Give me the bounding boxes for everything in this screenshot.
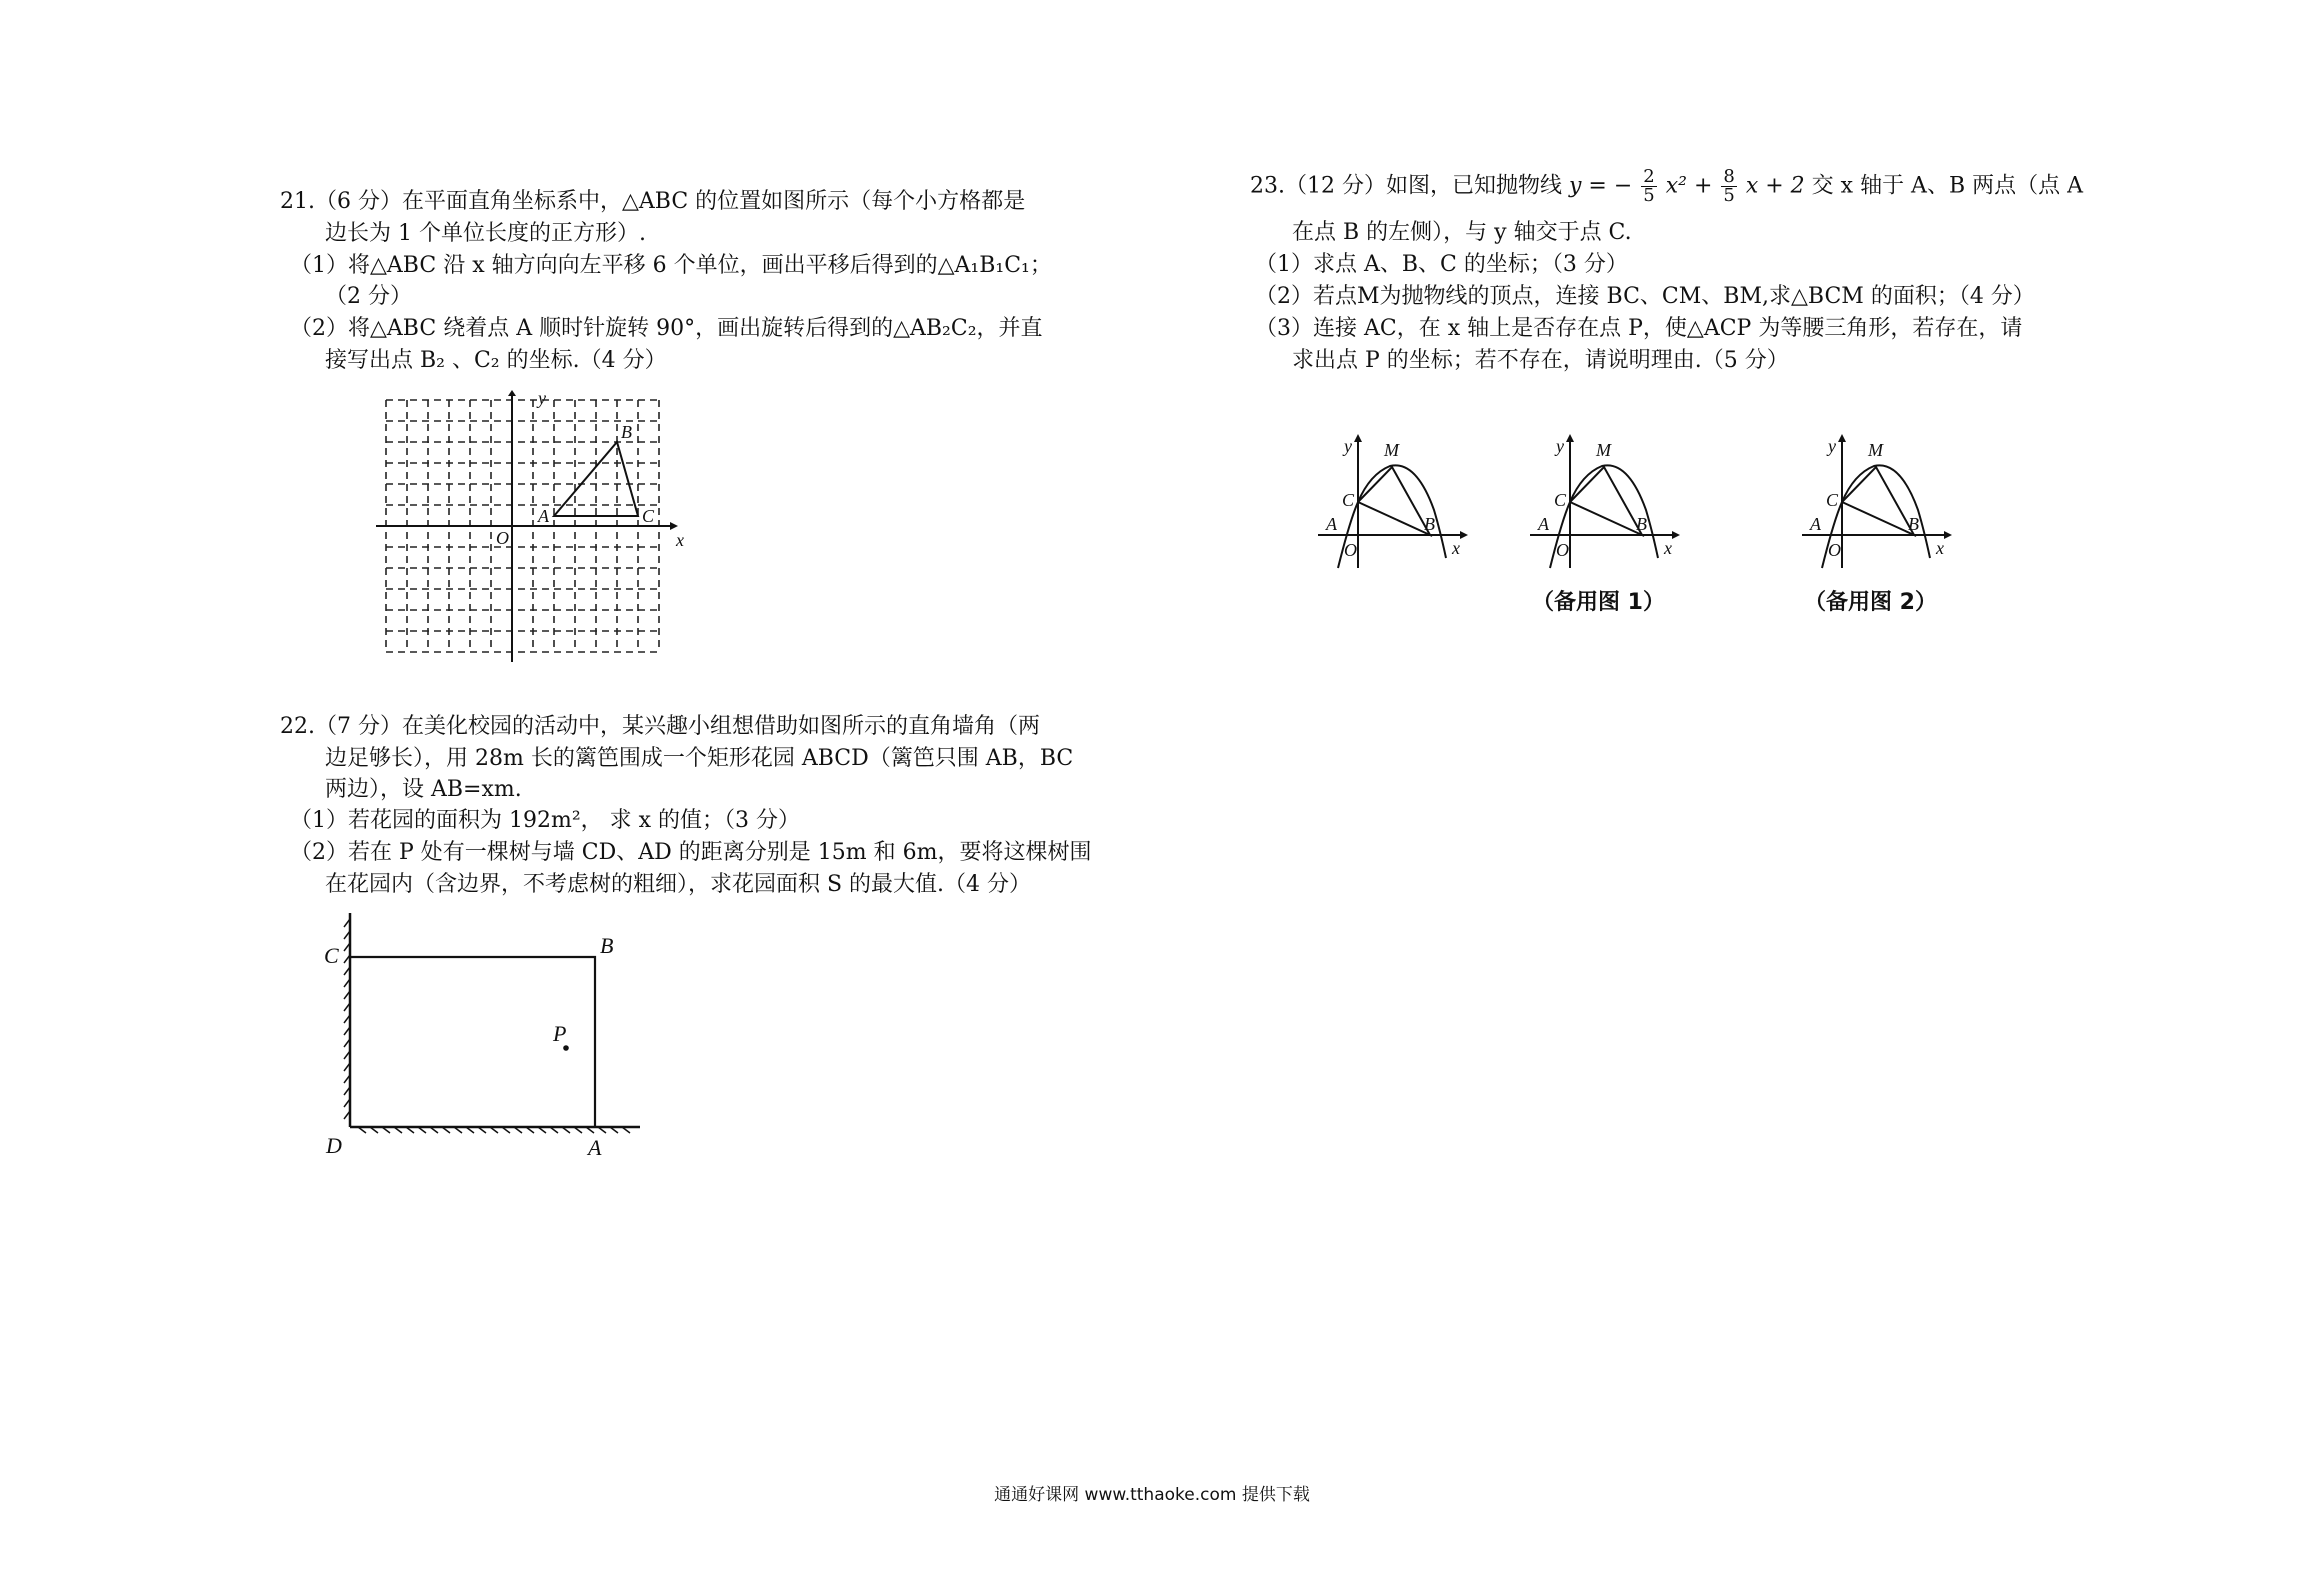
q23-eq-mid: x² + (1665, 173, 1713, 199)
label-p: P (553, 1021, 567, 1046)
y-axis-label: y (538, 390, 546, 408)
q22-stem-line2: 边足够长），用 28m 长的篱笆围成一个矩形花园 ABCD（篱笆只围 AB，BC (325, 746, 1074, 771)
q23-frac1 (1641, 168, 1656, 205)
fig3-x-label: x (1936, 538, 1944, 558)
fig1-a-label: A (1326, 514, 1337, 534)
fig1-x-label: x (1452, 538, 1460, 558)
frac1-den: 5 (1643, 185, 1655, 206)
x-axis-label: x (676, 530, 684, 550)
q23-part3: （3）连接 AC，在 x 轴上是否存在点 P，使△ACP 为等腰三角形，若存在，请 (1255, 316, 2023, 341)
fig2-c-label: C (1554, 490, 1567, 510)
fig3-b-label: B (1908, 514, 1919, 534)
origin-label: O (496, 528, 509, 548)
frac2-num: 8 (1723, 166, 1735, 187)
q23-frac2 (1721, 168, 1736, 205)
fig3-a-label: A (1810, 514, 1821, 534)
fig2-o-label: O (1556, 540, 1569, 560)
fig1-c-label: C (1342, 490, 1355, 510)
fig2-b-label: B (1636, 514, 1647, 534)
q22-part2: （2）若在 P 处有一棵树与墙 CD、AD 的距离分别是 15m 和 6m，要将这棵树围 (290, 840, 1092, 865)
label-d: D (326, 1133, 342, 1158)
q21-stem-line2: 边长为 1 个单位长度的正方形）. (325, 221, 646, 246)
q21-stem-line1: 21.（6 分）在平面直角坐标系中，△ABC 的位置如图所示（每个小方格都是 (280, 189, 1026, 214)
q23-part3-cont: 求出点 P 的坐标；若不存在，请说明理由.（5 分） (1292, 348, 1789, 373)
q22-stem-line1: 22.（7 分）在美化校园的活动中，某兴趣小组想借助如图所示的直角墙角（两 (280, 714, 1040, 739)
fig2-m-label: M (1596, 440, 1611, 460)
q21-part1-score: （2 分） (325, 284, 412, 309)
frac2-den: 5 (1723, 185, 1735, 206)
q23-prefix: 23.（12 分）如图，已知抛物线 (1250, 173, 1562, 199)
point-a-label: A (538, 506, 549, 526)
q22-stem-line3: 两边），设 AB=xm. (325, 777, 522, 802)
q23-parabola-figure-backup1 (1522, 430, 1682, 570)
q21-part2-cont: 接写出点 B₂ 、C₂ 的坐标.（4 分） (325, 348, 667, 373)
q23-stem-line2: 在点 B 的左侧），与 y 轴交于点 C. (1292, 220, 1632, 245)
q23-postfix: 交 x 轴于 A、B 两点（点 A (1811, 173, 2083, 199)
q22-garden-figure (320, 905, 660, 1165)
q21-grid-figure (370, 390, 690, 670)
point-b-label: B (621, 422, 632, 442)
frac1-num: 2 (1643, 166, 1655, 187)
fig3-m-label: M (1868, 440, 1883, 460)
fig1-y-label: y (1344, 436, 1352, 456)
q23-parabola-figure-backup2 (1794, 430, 1954, 570)
backup-figure-2-caption: （备用图 2） (1804, 590, 1937, 615)
q21-part2: （2）将△ABC 绕着点 A 顺时针旋转 90°，画出旋转后得到的△AB₂C₂，并直 (290, 316, 1043, 341)
label-a: A (588, 1135, 602, 1160)
fig3-c-label: C (1826, 490, 1839, 510)
label-c: C (324, 943, 339, 968)
q23-stem-line1 (1250, 168, 2083, 205)
fig2-a-label: A (1538, 514, 1549, 534)
tree-point-p (563, 1045, 569, 1051)
fig3-o-label: O (1828, 540, 1841, 560)
q23-part2: （2）若点M为抛物线的顶点，连接 BC、CM、BM,求△BCM 的面积；（4 分） (1255, 284, 2035, 309)
footer-source: 通通好课网 www.tthaoke.com 提供下载 (994, 1485, 1310, 1505)
q23-parabola-figure-main (1310, 430, 1470, 570)
fig2-x-label: x (1664, 538, 1672, 558)
q21-part1: （1）将△ABC 沿 x 轴方向向左平移 6 个单位，画出平移后得到的△A₁B₁C₁； (290, 253, 1052, 278)
q22-part1: （1）若花园的面积为 192m²， 求 x 的值；（3 分） (290, 808, 801, 833)
fig1-b-label: B (1424, 514, 1435, 534)
q22-part2-cont: 在花园内（含边界，不考虑树的粗细），求花园面积 S 的最大值.（4 分） (325, 872, 1032, 897)
q23-eq-y: y = − (1568, 173, 1633, 199)
fig1-o-label: O (1344, 540, 1357, 560)
fig1-m-label: M (1384, 440, 1399, 460)
label-b: B (600, 933, 614, 958)
q23-part1: （1）求点 A、B、C 的坐标；（3 分） (1255, 252, 1628, 277)
fig2-y-label: y (1556, 436, 1564, 456)
fig3-y-label: y (1828, 436, 1836, 456)
q23-eq-end: x + 2 (1745, 173, 1805, 199)
backup-figure-1-caption: （备用图 1） (1532, 590, 1665, 615)
point-c-label: C (642, 506, 655, 526)
